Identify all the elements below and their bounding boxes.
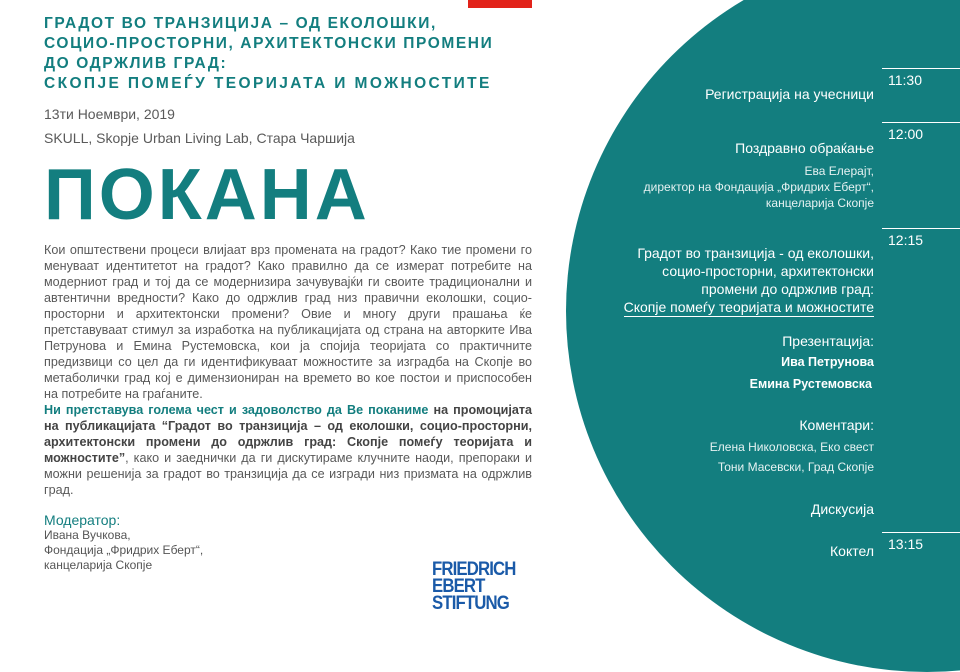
- publication-title: “Градот во транзиција – од еколошки, социо-просторни, архитектонски промени до одржлив град: Скопје помеѓу теоријата и можностите”: [44, 419, 532, 465]
- fes-logo: [432, 558, 534, 614]
- commentator-2: Тони Масевски, Град Скопје: [717, 460, 874, 474]
- schedule-talk-line-3: промени до одржлив град:: [701, 281, 874, 297]
- time-divider-4: [882, 532, 960, 533]
- moderator-office: канцеларија Скопје: [44, 558, 153, 572]
- welcome-speaker-role: директор на Фондација „Фридрих Еберт“,: [643, 180, 874, 194]
- welcome-speaker-name: Ева Елерајт,: [804, 164, 874, 178]
- schedule-cocktail: Коктел: [830, 543, 874, 559]
- presentation-label: Презентација:: [782, 333, 874, 349]
- time-divider-1: [882, 68, 960, 69]
- time-1315: 13:15: [888, 536, 924, 552]
- event-date: 13ти Ноември, 2019: [44, 106, 175, 122]
- invitation-paragraph: [44, 402, 532, 498]
- invitation-left-column: [44, 14, 534, 573]
- fes-logo-line-3: STIFTUNG: [432, 592, 509, 614]
- commentator-1: Елена Николовска, Еко свест: [709, 440, 874, 454]
- fes-logo-line-2: EBERT: [432, 575, 485, 597]
- moderator-label: Модератор:: [44, 512, 121, 528]
- time-1215: 12:15: [888, 232, 924, 248]
- presenter-1: Ива Петрунова: [781, 355, 874, 369]
- header-line-2: СОЦИО-ПРОСТОРНИ, АРХИТЕКТОНСКИ ПРОМЕНИ: [44, 35, 494, 52]
- header-line-3: ДО ОДРЖЛИВ ГРАД:: [44, 55, 228, 72]
- comments-label: Коментари:: [799, 417, 874, 433]
- time-1130: 11:30: [888, 72, 922, 88]
- time-1200: 12:00: [888, 126, 924, 142]
- invitation-honor: Ни претставува голема чест и задоволство да Ве поканиме: [44, 403, 429, 417]
- talk-subtitle: Скопје помеѓу теоријата и можностите: [623, 299, 874, 315]
- time-divider-2: [882, 122, 960, 123]
- schedule-talk-line-4: [624, 298, 874, 316]
- invitation-promo: на промоцијата на публикацијата: [44, 403, 533, 433]
- presenter-2: Емина Рустемовска: [749, 377, 872, 391]
- header-line-4: СКОПЈЕ ПОМЕЃУ ТЕОРИЈАТА И МОЖНОСТИТЕ: [44, 75, 492, 92]
- schedule-discussion: Дискусија: [810, 501, 874, 517]
- schedule-talk-line-2: социо-просторни, архитектонски: [662, 263, 874, 279]
- time-divider-3: [882, 228, 960, 229]
- event-venue: SKULL, Skopje Urban Living Lab, Стара Чаршија: [44, 130, 355, 146]
- invitation-rest: , како и заеднички да ги дискутираме клучните наоди, препораки и можни решенија за градот во транзиција да се изгради низ призмата на одржлив град.: [44, 451, 532, 497]
- intro-paragraph: Кои општествени процеси влијаат врз промената на градот? Како тие промени го менуваат идентитетот на градот? Како правилно да се измерат потребите на модерниот град и тој да се модернизира зачувувајќи ги своите традиционални и автентични вредности? Како до одржлив град низ правични еколошки, социо-просторни и архитектонски промени? Овие и многу други прашања ќе претставуваат стимул за изработка на публикацијата од страна на авторките Ива Петрунова и Емина Рустемовска, кои ја спојија теоријата со практичните предизвици со цел да ги идентификуваат можностите за изградба на Скопје во метаболички град кој е димензиониран на времето во кое постои и приспособен на потребите на граѓаните.: [44, 243, 532, 401]
- schedule-registration: Регистрација на учесници: [705, 86, 874, 102]
- header-line-1: ГРАДОТ ВО ТРАНЗИЦИЈА – ОД ЕКОЛОШКИ,: [44, 15, 437, 32]
- page-title: ПОКАНА: [44, 155, 370, 235]
- body-text: [44, 242, 532, 498]
- red-accent-bar: [468, 0, 532, 8]
- moderator-org: Фондација „Фридрих Еберт“,: [44, 543, 204, 557]
- welcome-speaker-office: канцеларија Скопје: [765, 196, 874, 210]
- moderator-name: Ивана Вучкова,: [44, 528, 131, 542]
- schedule-welcome: Поздравно обраќање: [735, 140, 874, 156]
- fes-logo-line-1: FRIEDRICH: [432, 558, 516, 580]
- schedule-talk-line-1: Градот во транзиција - од еколошки,: [637, 245, 874, 261]
